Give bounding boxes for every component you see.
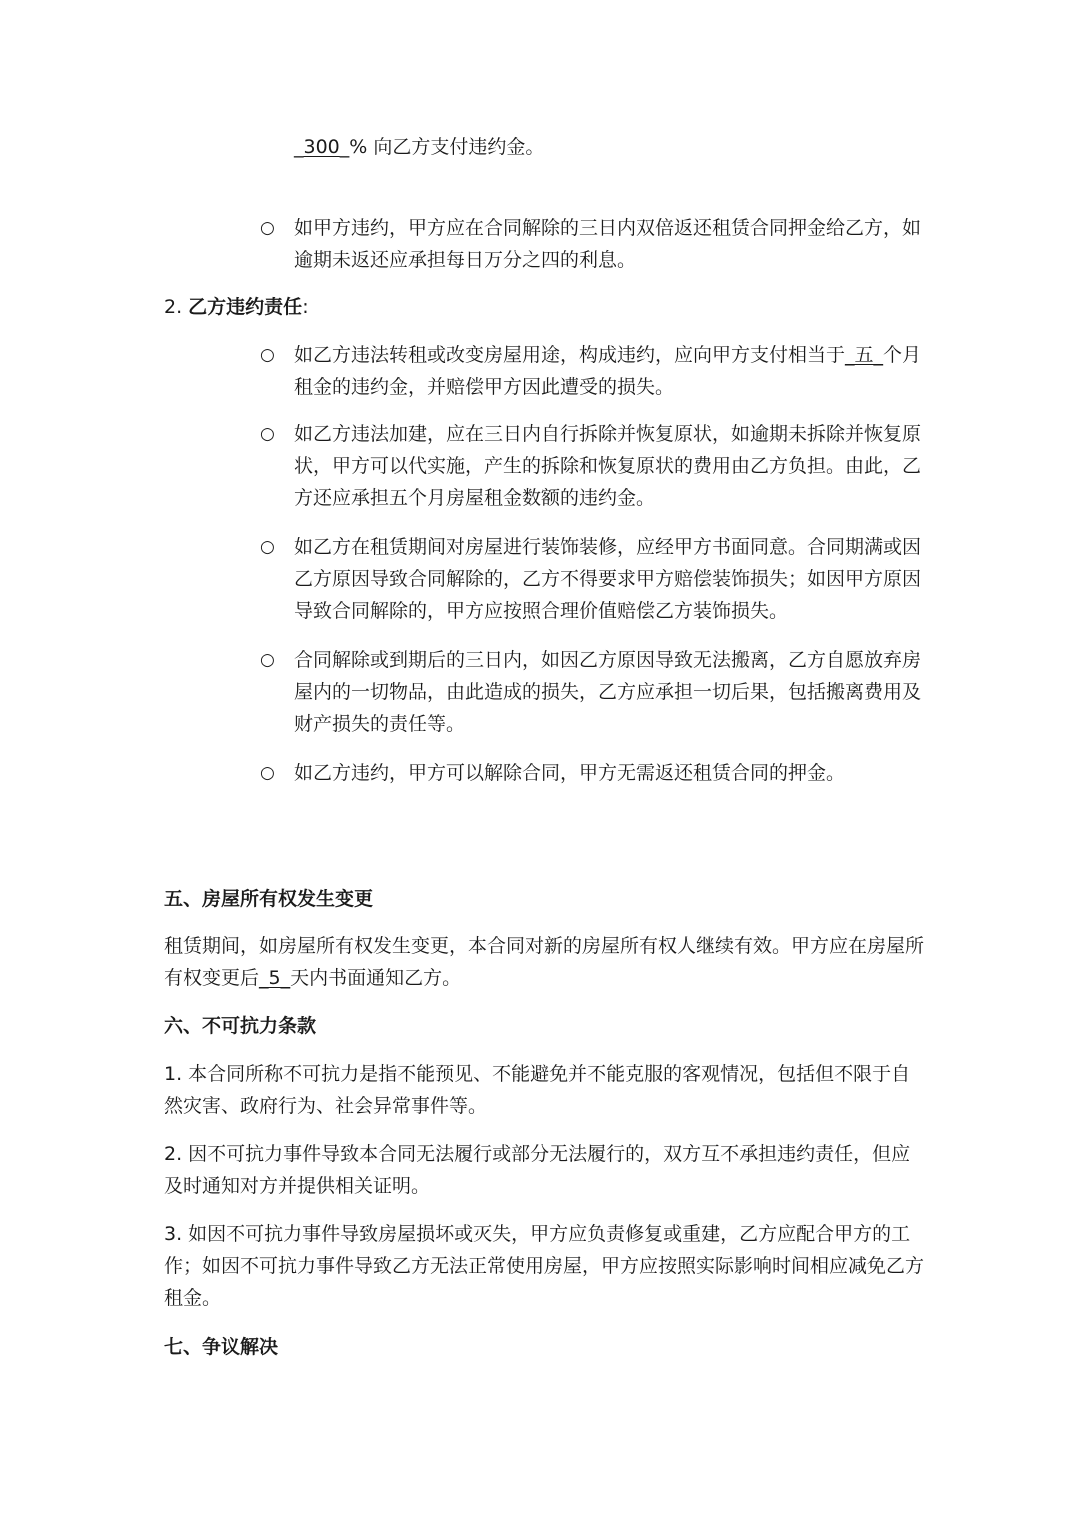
party-a-deposit-clause: 如甲方违约，甲方应在合同解除的三日内双倍返还租赁合同押金给乙方，如逾期未返还应承担每日万分之四的利息。 bbox=[294, 217, 922, 271]
decoration-clause: 如乙方在租赁期间对房屋进行装饰装修，应经甲方书面同意。合同期满或因乙方原因导致合同解除的，乙方不得要求甲方赔偿装饰损失；如因甲方原因导致合同解除的，甲方应按照合理价值赔偿乙方装饰损失。 bbox=[294, 536, 922, 622]
force-majeure-item-3: 3. 如因不可抗力事件导致房屋损坏或灭失，甲方应负责修复或重建，乙方应配合甲方的工作；如因不可抗力事件导致乙方无法正常使用房屋，甲方应按照实际影响时间相应减免乙方租金。 bbox=[164, 1223, 925, 1309]
force-majeure-item-2: 2. 因不可抗力事件导致本合同无法履行或部分无法履行的，双方互不承担违约责任，但应及时通知对方并提供相关证明。 bbox=[164, 1143, 911, 1197]
deposit-forfeit-clause: 如乙方违约，甲方可以解除合同，甲方无需返还租赁合同的押金。 bbox=[294, 762, 846, 784]
notice-days-blank: _5_ bbox=[259, 967, 291, 989]
party-b-liability-heading: 2. 乙方违约责任: bbox=[164, 296, 309, 318]
ownership-change-paragraph: 租赁期间，如房屋所有权发生变更，本合同对新的房屋所有权人继续有效。甲方应在房屋所有权变更后_5_天内书面通知乙方。 bbox=[164, 935, 925, 989]
blank-prefix: _ bbox=[294, 136, 304, 158]
list-bullet: ○ bbox=[260, 537, 275, 557]
penalty-percent-blank: 300 bbox=[303, 136, 340, 158]
penalty-continuation bbox=[294, 131, 924, 163]
section-5-heading: 五、房屋所有权发生变更 bbox=[164, 888, 374, 910]
months-blank: _五_ bbox=[845, 344, 884, 366]
list-bullet: ○ bbox=[260, 424, 275, 444]
removal-clause: 合同解除或到期后的三日内，如因乙方原因导致无法搬离，乙方自愿放弃房屋内的一切物品，由此造成的损失，乙方应承担一切后果，包括搬离费用及财产损失的责任等。 bbox=[294, 649, 922, 735]
construction-clause: 如乙方违法加建，应在三日内自行拆除并恢复原状，如逾期未拆除并恢复原状，甲方可以代实施，产生的拆除和恢复原状的费用由乙方负担。由此，乙方还应承担五个月房屋租金数额的违约金。 bbox=[294, 423, 922, 509]
penalty-continuation-text: _% 向乙方支付违约金。 bbox=[339, 136, 545, 158]
section-7-heading: 七、争议解决 bbox=[164, 1336, 279, 1358]
list-bullet: ○ bbox=[260, 345, 275, 365]
section-6-heading: 六、不可抗力条款 bbox=[164, 1015, 317, 1037]
list-bullet: ○ bbox=[260, 650, 275, 670]
list-bullet: ○ bbox=[260, 763, 275, 783]
list-bullet: ○ bbox=[260, 218, 275, 238]
force-majeure-item-1: 1. 本合同所称不可抗力是指不能预见、不能避免并不能克服的客观情况，包括但不限于自然灾害、政府行为、社会异常事件等。 bbox=[164, 1063, 911, 1117]
sublet-clause: 如乙方违法转租或改变房屋用途，构成违约，应向甲方支付相当于_五_个月租金的违约金，并赔偿甲方因此遭受的损失。 bbox=[294, 344, 922, 398]
